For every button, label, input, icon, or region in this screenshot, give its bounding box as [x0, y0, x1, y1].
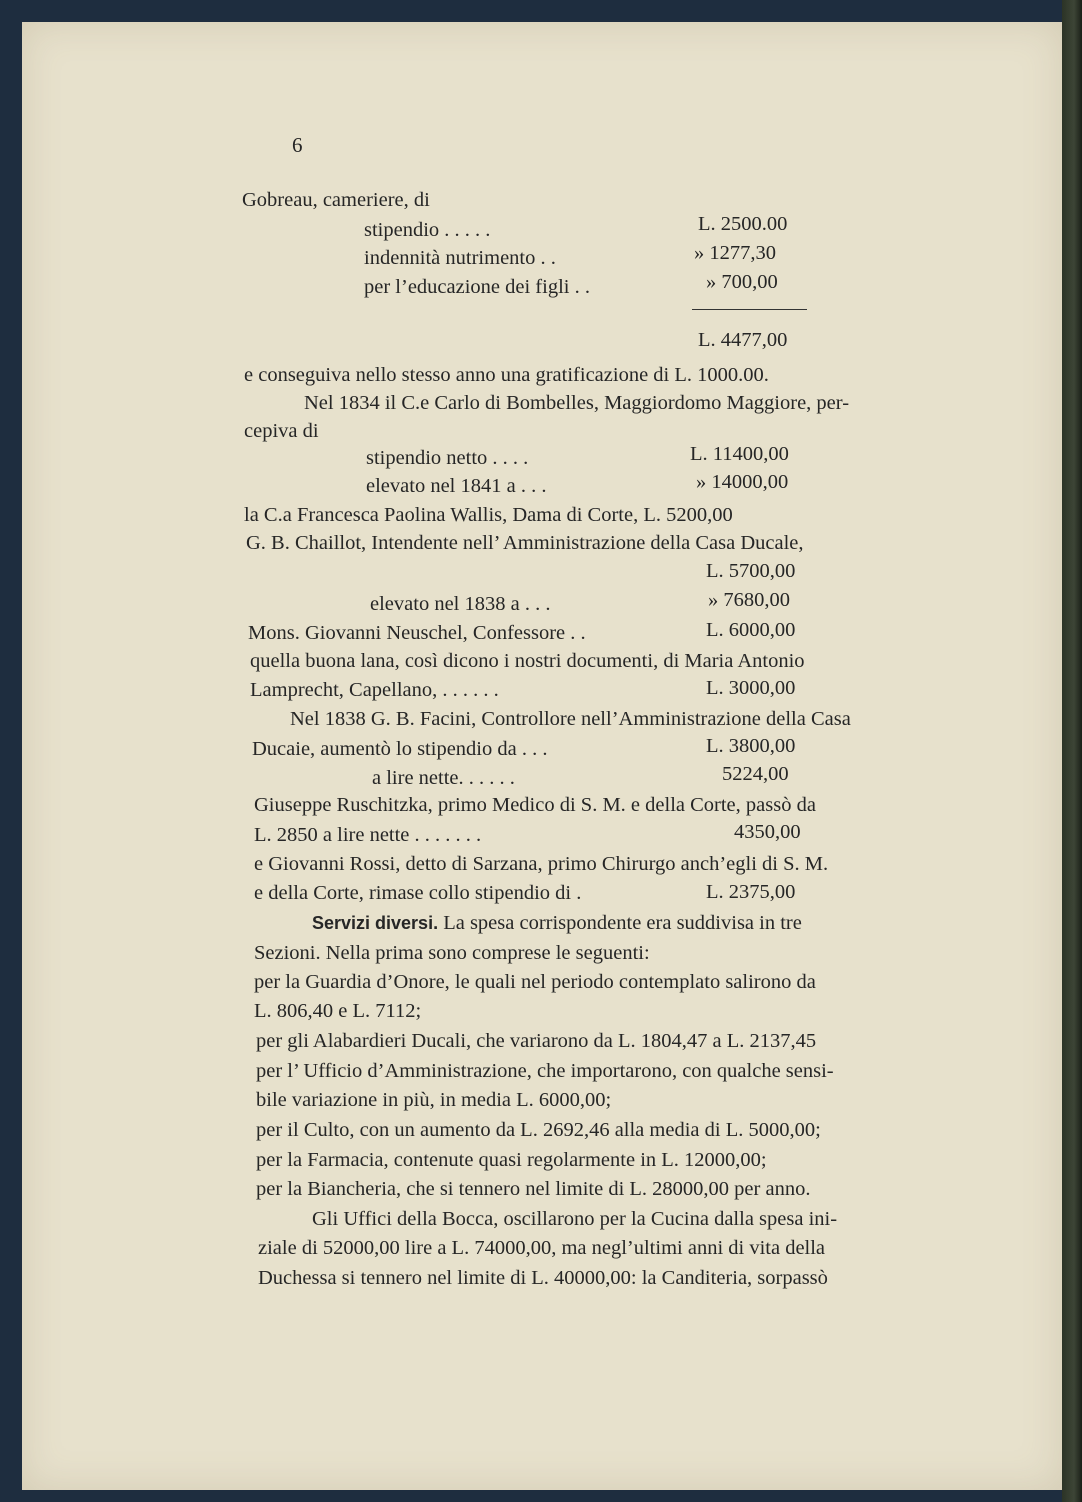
- text-line: Nel 1834 il C.e Carlo di Bombelles, Maggiordomo Maggiore, per-: [304, 392, 850, 414]
- text-line: Gli Uffici della Bocca, oscillarono per la Cucina dalla spesa ini-: [312, 1208, 838, 1230]
- text-line: per la Guardia d’Onore, le quali nel periodo contemplato salirono da: [254, 971, 816, 993]
- amount: » 700,00: [706, 271, 778, 293]
- section-heading-line: [312, 911, 802, 935]
- text-line: bile variazione in più, in media L. 6000,00;: [256, 1089, 612, 1111]
- text-line: la C.a Francesca Paolina Wallis, Dama di Corte, L. 5200,00: [244, 504, 733, 526]
- text-line: ziale di 52000,00 lire a L. 74000,00, ma negl’ultimi anni di vita della: [258, 1237, 826, 1259]
- total-amount: L. 4477,00: [698, 329, 788, 351]
- text-line: elevato nel 1841 a . . .: [366, 475, 547, 497]
- text-line: elevato nel 1838 a . . .: [370, 593, 551, 615]
- amount: L. 3000,00: [706, 677, 796, 699]
- text-line: Mons. Giovanni Neuschel, Confessore . .: [248, 622, 586, 644]
- amount: 5224,00: [722, 763, 789, 785]
- amount: 4350,00: [734, 821, 801, 843]
- text-line: indennità nutrimento . .: [364, 247, 556, 269]
- amount: L. 2375,00: [706, 881, 796, 903]
- text-line: Duchessa si tennero nel limite di L. 40000,00: la Canditeria, sorpassò: [258, 1267, 828, 1289]
- sum-rule: [692, 309, 807, 310]
- amount: » 14000,00: [696, 471, 789, 493]
- text-line: G. B. Chaillot, Intendente nell’ Amministrazione della Casa Ducale,: [246, 532, 804, 554]
- text-line: per gli Alabardieri Ducali, che variarono da L. 1804,47 a L. 2137,45: [256, 1030, 817, 1052]
- text-line: e della Corte, rimase collo stipendio di .: [254, 882, 582, 904]
- text-line: per la Biancheria, che si tennero nel limite di L. 28000,00 per anno.: [256, 1178, 811, 1200]
- text-line: Lamprecht, Capellano, . . . . . .: [250, 679, 499, 701]
- text-line: per il Culto, con un aumento da L. 2692,46 alla media di L. 5000,00;: [256, 1119, 821, 1141]
- text-line: Gobreau, cameriere, di: [242, 189, 430, 211]
- text-line: Sezioni. Nella prima sono comprese le seguenti:: [254, 942, 650, 964]
- text-line: Nel 1838 G. B. Facini, Controllore nell’Amministrazione della Casa: [290, 708, 851, 730]
- text-line: stipendio . . . . .: [364, 219, 491, 241]
- text-line: stipendio netto . . . .: [366, 447, 529, 469]
- amount: » 7680,00: [708, 589, 790, 611]
- page-number: 6: [292, 133, 303, 157]
- amount: L. 11400,00: [690, 443, 789, 465]
- section-heading: Servizi diversi.: [312, 913, 439, 933]
- text-line: per l’ Ufficio d’Amministrazione, che importarono, con qualche sensi-: [256, 1060, 834, 1082]
- text-line: per la Farmacia, contenute quasi regolarmente in L. 12000,00;: [256, 1149, 767, 1171]
- text-line: quella buona lana, così dicono i nostri documenti, di Maria Antonio: [250, 650, 805, 672]
- text-line: L. 2850 a lire nette . . . . . . .: [254, 824, 482, 846]
- text-line: Giuseppe Ruschitzka, primo Medico di S. M. e della Corte, passò da: [254, 794, 816, 816]
- amount: L. 6000,00: [706, 619, 796, 641]
- text-line: per l’educazione dei figli . .: [364, 276, 590, 298]
- amount: L. 3800,00: [706, 735, 796, 757]
- binding-edge: [1062, 0, 1082, 1502]
- amount: » 1277,30: [694, 242, 776, 264]
- text-line: La spesa corrispondente era suddivisa in tre: [443, 912, 802, 934]
- amount: L. 2500.00: [698, 213, 788, 235]
- text-line: e Giovanni Rossi, detto di Sarzana, primo Chirurgo anch’egli di S. M.: [254, 853, 829, 875]
- text-line: Ducaie, aumentò lo stipendio da . . .: [252, 738, 548, 760]
- text-line: a lire nette. . . . . .: [372, 767, 515, 789]
- text-line: e conseguiva nello stesso anno una gratificazione di L. 1000.00.: [244, 364, 769, 386]
- text-line: cepiva di: [244, 420, 319, 442]
- amount: L. 5700,00: [706, 560, 796, 582]
- text-line: L. 806,40 e L. 7112;: [254, 1000, 422, 1022]
